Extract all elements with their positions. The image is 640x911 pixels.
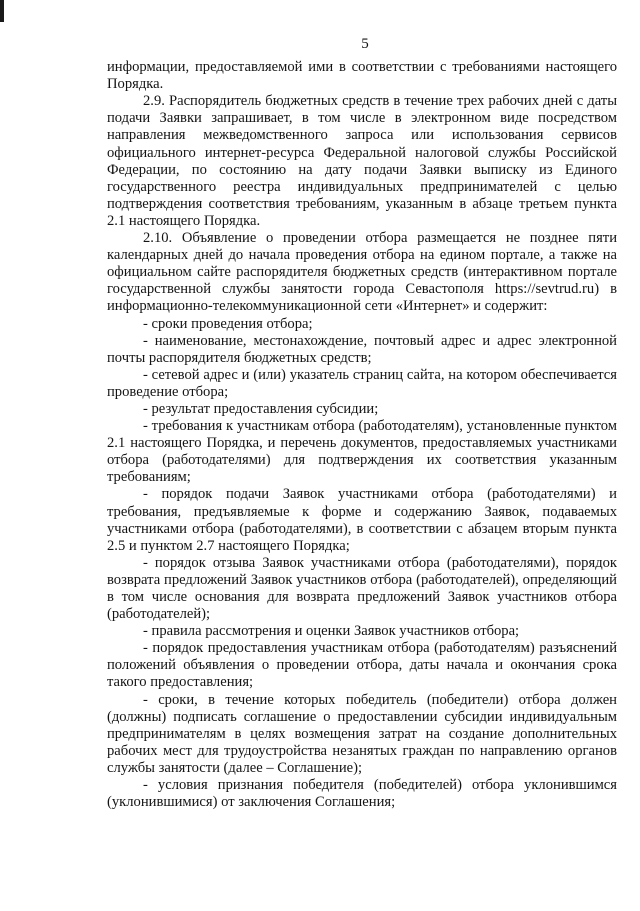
- document-body: [107, 59, 617, 811]
- paragraph: информации, предоставляемой ими в соответствии с требованиями настоящего Порядка.: [107, 59, 617, 93]
- paragraph: 2.10. Объявление о проведении отбора размещается не позднее пяти календарных дней до начала проведения отбора на едином портале, а также на официальном сайте распорядителя бюджетных средств (интерактивном портале государственной службы занятости города Севастополя https://sevtrud.ru) в информационно-телекоммуникационной сети «Интернет» и содержит:: [107, 230, 617, 315]
- paragraph: - правила рассмотрения и оценки Заявок участников отбора;: [143, 623, 520, 640]
- paragraph: - условия признания победителя (победителей) отбора уклонившимся (уклонившимися) от заключения Соглашения;: [107, 777, 617, 811]
- page-number: 5: [361, 36, 369, 52]
- paragraph: - сетевой адрес и (или) указатель страниц сайта, на котором обеспечивается проведение отбора;: [107, 366, 617, 400]
- paragraph: - порядок отзыва Заявок участниками отбора (работодателями), порядок возврата предложений Заявок участников отбора (работодателей), определяющий в том числе основания для возврата предложений Заявок участников отбора (работодателей);: [107, 554, 617, 623]
- paragraph: - требования к участникам отбора (работодателям), установленные пунктом 2.1 настоящего Порядка, и перечень документов, предоставляемых участниками отбора (работодателями) для подтверждения их соответствия указанным требованиям;: [107, 418, 617, 486]
- paragraph: - сроки проведения отбора;: [143, 315, 313, 332]
- paragraph: - результат предоставления субсидии;: [143, 400, 379, 417]
- scan-edge-mark: [0, 0, 4, 22]
- paragraph: 2.9. Распорядитель бюджетных средств в течение трех рабочих дней с даты подачи Заявки запрашивает, в том числе в электронном виде посредством направления межведомственного запроса или использования сервисов официального интернет-ресурса Федеральной налоговой службы Российской Федерации, по состоянию на дату подачи Заявки выписку из Единого государственного реестра индивидуальных предпринимателей с целью подтверждения соответствия требованиям, указанным в абзаце третьем пункта 2.1 настоящего Порядка.: [107, 93, 617, 229]
- paragraph: - наименование, местонахождение, почтовый адрес и адрес электронной почты распорядителя бюджетных средств;: [107, 332, 617, 366]
- paragraph: - порядок предоставления участникам отбора (работодателям) разъяснений положений объявления о проведении отбора, даты начала и окончания срока такого предоставления;: [107, 640, 617, 691]
- document-page: [107, 36, 617, 811]
- paragraph: - сроки, в течение которых победитель (победители) отбора должен (должны) подписать соглашение о предоставлении субсидии индивидуальным предпринимателям в целях возмещения затрат на создание дополнительных рабочих мест для трудоустройства незанятых граждан по направлению органов службы занятости (далее – Соглашение);: [107, 691, 617, 776]
- paragraph: - порядок подачи Заявок участниками отбора (работодателями) и требования, предъявляемые к форме и содержанию Заявок, подаваемых участниками отбора (работодателями), в соответствии с абзацем вторым пункта 2.5 и пунктом 2.7 настоящего Порядка;: [107, 486, 617, 554]
